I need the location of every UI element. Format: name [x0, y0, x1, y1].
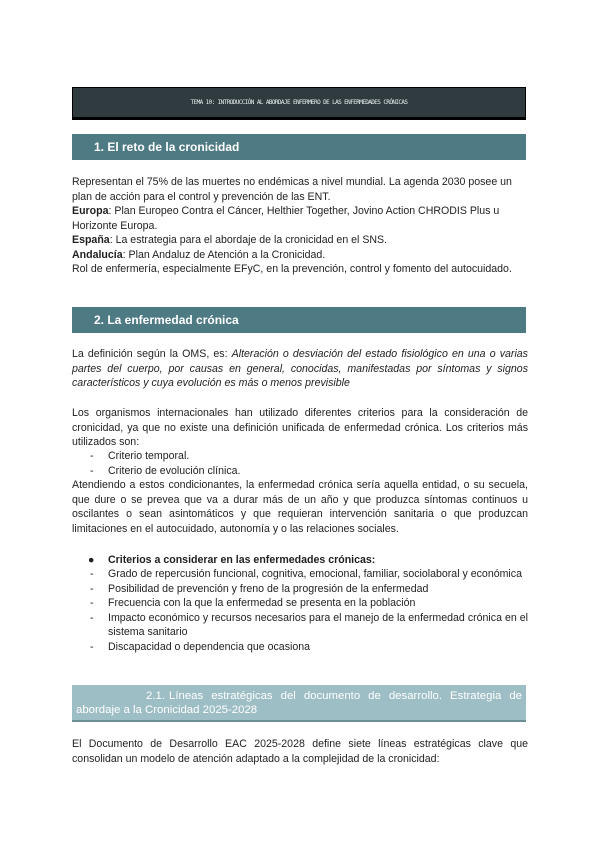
list-item: - Criterio temporal. — [90, 450, 190, 462]
subsection-title: Líneas estratégicas del documento de desarrollo. Estrategia de abordaje a la Cronicidad 2025-2028 — [76, 690, 522, 716]
conditions-paragraph: Atendiendo a estos condicionantes, la enfermedad crónica sería aquella entidad, o su secuela, que dure o se prevea que va a durar más de un año y que produzca síntomas continuos u oscilantes o sean asintomáticos y que requieran intervención sanitaria o que produzcan limitaciones en el autocuidado, autonomía y o las relaciones sociales. — [72, 479, 528, 535]
subsection-heading-lineas — [72, 685, 526, 722]
list-item: - Frecuencia con la que la enfermedad se presenta en la población — [90, 597, 416, 610]
section1-intro: Representan el 75% de las muertes no endémicas a nivel mundial. La agenda 2030 posee un plan de acción para el control y prevención de las ENT. — [72, 176, 512, 203]
document-title: TEMA 10: INTRODUCCIÓN AL ABORDAJE ENFERMERO DE LAS ENFERMEDADES CRÓNICAS — [72, 87, 526, 120]
bullet-icon: ● — [88, 554, 95, 566]
definition-quote: Alteración o desviación del estado fisiológico en una o varias partes del cuerpo, por causas en general, conocidas, manifestadas por síntomas y signos característicos y cuya evolución es más o menos previsible — [72, 348, 528, 390]
europa-text: : Plan Europeo Contra el Cáncer, Helthier Together, Jovino Action CHRODIS Plus u Horizonte Europa. — [72, 205, 500, 232]
andalucia-text: : Plan Andaluz de Atención a la Cronicidad. — [122, 249, 326, 261]
andalucia-label: Andalucía — [72, 249, 123, 261]
list-item: - Discapacidad o dependencia que ocasiona — [90, 640, 311, 653]
list-item: - Impacto económico y recursos necesarios para el manejo de la enfermedad crónica en el sistema sanitario — [90, 611, 528, 639]
subsection-number: 2.1. — [146, 690, 165, 702]
europa-label: Europa — [72, 205, 109, 217]
criteria-intro: Los organismos internacionales han utilizado diferentes criterios para la consideración de cronicidad, ya que no existe una definición unificada de enfermedad crónica. Los criterios más utilizados son: — [72, 407, 528, 449]
list-item: - Grado de repercusión funcional, cognitiva, emocional, familiar, sociolaboral y económica — [90, 568, 522, 580]
list-item: - Posibilidad de prevención y freno de la progresión de la enfermedad — [90, 582, 429, 595]
considerations-heading: ● Criterios a considerar en las enfermedades crónicas: — [88, 554, 376, 566]
definition-lead: La definición según la OMS, es: — [72, 348, 232, 360]
oms-definition — [72, 347, 528, 391]
section1-andalucia — [72, 248, 528, 263]
espana-label: España — [72, 234, 110, 246]
subsection-text: El Documento de Desarrollo EAC 2025-2028 define siete líneas estratégicas clave que consolidan un modelo de atención adaptado a la complejidad de la cronicidad: — [72, 738, 528, 765]
section-heading-enfermedad: 2. La enfermedad crónica — [72, 307, 526, 333]
section1-espana — [72, 233, 528, 248]
section1-europa — [72, 204, 528, 233]
section1-rol: Rol de enfermería, especialmente EFyC, en la prevención, control y fomento del autocuidado. — [72, 263, 512, 275]
criteria-list — [72, 449, 528, 478]
list-item: - Criterio de evolución clínica. — [90, 464, 241, 477]
espana-text: : La estrategia para el abordaje de la cronicidad en el SNS. — [109, 234, 388, 246]
considerations-list — [72, 567, 528, 655]
section-heading-reto: 1. El reto de la cronicidad — [72, 134, 526, 160]
